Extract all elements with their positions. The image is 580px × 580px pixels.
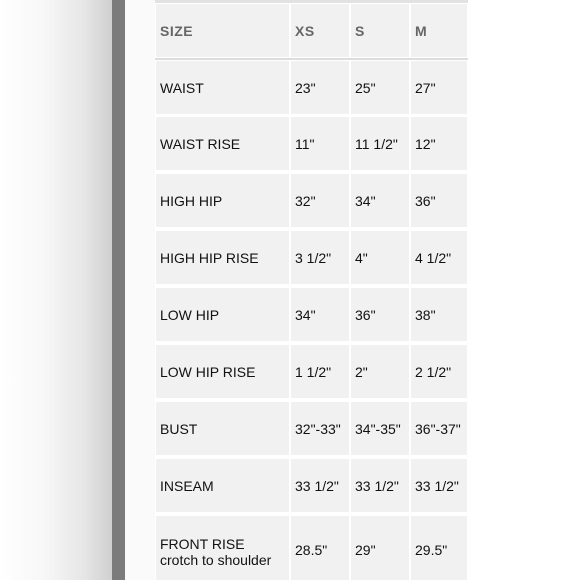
- cell-xs: 32"-33": [290, 401, 350, 456]
- cell-m: 36": [410, 173, 468, 228]
- row-label: WAIST RISE: [155, 116, 290, 171]
- row-label-cell: [155, 515, 290, 580]
- cell-s: 34": [350, 173, 410, 228]
- cell-xs: 1 1/2": [290, 344, 350, 399]
- cell-m: 36"-37": [410, 401, 468, 456]
- cell-s: 2": [350, 344, 410, 399]
- cell-s: 29": [350, 515, 410, 580]
- divider-bar: [112, 0, 125, 580]
- cell-xs: 11": [290, 116, 350, 171]
- row-label-stack: [160, 532, 271, 568]
- cell-xs: 23": [290, 60, 350, 115]
- cell-s: 25": [350, 60, 410, 115]
- table-header-row: [155, 3, 468, 60]
- table-top-border: [155, 0, 468, 3]
- cell-m: 38": [410, 287, 468, 342]
- cell-s: 33 1/2": [350, 458, 410, 513]
- cell-m: 33 1/2": [410, 458, 468, 513]
- cell-xs: 32": [290, 173, 350, 228]
- header-size: SIZE: [155, 3, 290, 58]
- size-chart-table: [155, 0, 468, 580]
- table-row: [155, 173, 468, 228]
- table-row: [155, 60, 468, 115]
- cell-xs: 33 1/2": [290, 458, 350, 513]
- cell-s: 36": [350, 287, 410, 342]
- header-xs: XS: [290, 3, 350, 58]
- cell-s: 11 1/2": [350, 116, 410, 171]
- row-label: LOW HIP RISE: [155, 344, 290, 399]
- cell-s: 4": [350, 230, 410, 285]
- cell-m: 4 1/2": [410, 230, 468, 285]
- row-label: HIGH HIP: [155, 173, 290, 228]
- cell-m: 29.5": [410, 515, 468, 580]
- cell-xs: 28.5": [290, 515, 350, 580]
- cell-m: 12": [410, 116, 468, 171]
- cell-xs: 34": [290, 287, 350, 342]
- row-label: INSEAM: [155, 458, 290, 513]
- row-label: FRONT RISE: [160, 536, 245, 552]
- cell-s: 34"-35": [350, 401, 410, 456]
- row-label: HIGH HIP RISE: [155, 230, 290, 285]
- table-row: [155, 344, 468, 399]
- right-background: [468, 0, 580, 580]
- header-m: M: [410, 3, 468, 58]
- cell-m: 27": [410, 60, 468, 115]
- row-sublabel: crotch to shoulder: [160, 552, 272, 568]
- table-row: [155, 230, 468, 285]
- table-row: [155, 116, 468, 171]
- cell-m: 2 1/2": [410, 344, 468, 399]
- header-s: S: [350, 3, 410, 58]
- gap-strip: [125, 0, 155, 580]
- row-label: WAIST: [155, 60, 290, 115]
- cell-xs: 3 1/2": [290, 230, 350, 285]
- table-row: [155, 401, 468, 456]
- table-row: [155, 458, 468, 513]
- row-label: BUST: [155, 401, 290, 456]
- left-background: [0, 0, 112, 580]
- row-label: LOW HIP: [155, 287, 290, 342]
- table-row: [155, 515, 468, 580]
- table-row: [155, 287, 468, 342]
